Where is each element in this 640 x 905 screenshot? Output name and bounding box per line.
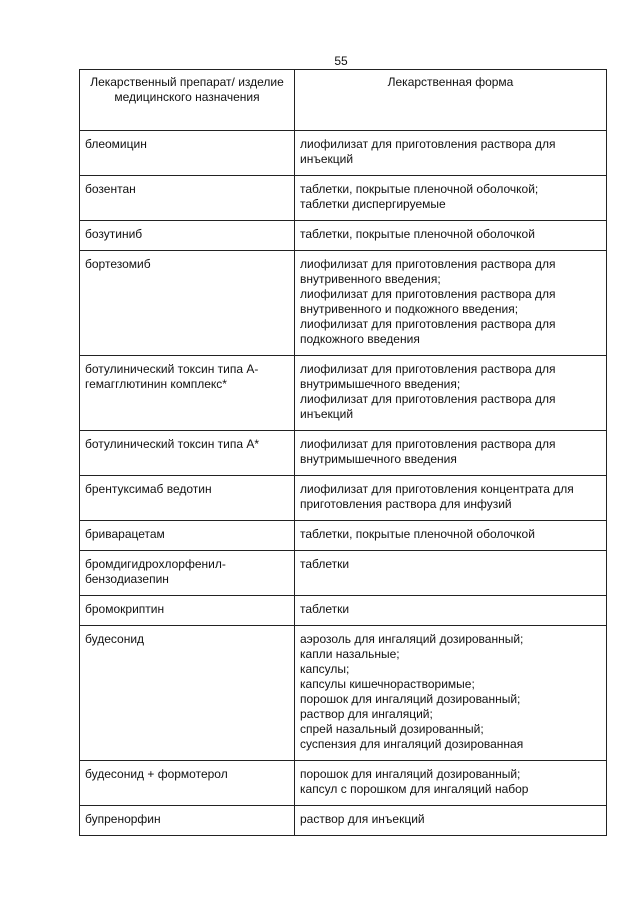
dosage-form-line: таблетки, покрытые пленочной оболочкой; <box>300 182 539 196</box>
page-number: 55 <box>334 54 348 68</box>
table-row <box>80 761 607 806</box>
table-row <box>80 551 607 596</box>
dosage-form-cell <box>295 626 607 761</box>
dosage-form-line: раствор для инъекций <box>300 812 425 826</box>
dosage-form-line: таблетки, покрытые пленочной оболочкой <box>300 527 535 541</box>
drug-name-cell: бозентан <box>80 176 295 221</box>
dosage-form-cell <box>295 131 607 176</box>
dosage-form-line: лиофилизат для приготовления раствора для внутривенного введения; <box>300 257 556 286</box>
dosage-form-cell <box>295 431 607 476</box>
table-row <box>80 356 607 431</box>
dosage-form-cell <box>295 806 607 836</box>
drug-name-cell: бозутиниб <box>80 221 295 251</box>
drug-name-cell: бупренорфин <box>80 806 295 836</box>
table-row <box>80 251 607 356</box>
drug-name-cell: блеомицин <box>80 131 295 176</box>
dosage-form-line: лиофилизат для приготовления раствора для инъекций <box>300 392 556 421</box>
table-row <box>80 131 607 176</box>
drug-name-cell: ботулинический токсин типа А* <box>80 431 295 476</box>
dosage-form-line: таблетки диспергируемые <box>300 197 446 211</box>
dosage-form-line: лиофилизат для приготовления концентрата для приготовления раствора для инфузий <box>300 482 574 511</box>
dosage-form-line: лиофилизат для приготовления раствора для инъекций <box>300 137 556 166</box>
dosage-form-line: порошок для ингаляций дозированный; <box>300 692 521 706</box>
table-row <box>80 476 607 521</box>
header-form: Лекарственная форма <box>295 70 607 131</box>
dosage-form-cell <box>295 521 607 551</box>
dosage-form-line: капсулы; <box>300 662 350 676</box>
dosage-form-cell <box>295 476 607 521</box>
table-row <box>80 431 607 476</box>
header-drug: Лекарственный препарат/ изделие медицинского назначения <box>80 70 295 131</box>
drug-name-cell: бриварацетам <box>80 521 295 551</box>
table-row <box>80 176 607 221</box>
table-row <box>80 806 607 836</box>
dosage-form-line: спрей назальный дозированный; <box>300 722 484 736</box>
dosage-form-line: раствор для ингаляций; <box>300 707 433 721</box>
drug-name-cell: бромдигидрохлорфенил-бензодиазепин <box>80 551 295 596</box>
drug-name-cell: брентуксимаб ведотин <box>80 476 295 521</box>
drug-name-cell: ботулинический токсин типа А-гемагглютинин комплекс* <box>80 356 295 431</box>
dosage-form-line: таблетки <box>300 557 350 571</box>
dosage-form-line: порошок для ингаляций дозированный; <box>300 767 521 781</box>
dosage-form-line: лиофилизат для приготовления раствора для внутривенного и подкожного введения; <box>300 287 556 316</box>
table-header-row <box>80 70 607 131</box>
table-row <box>80 221 607 251</box>
table-row <box>80 626 607 761</box>
dosage-form-line: таблетки <box>300 602 350 616</box>
dosage-form-line: капсул с порошком для ингаляций набор <box>300 782 529 796</box>
dosage-form-cell <box>295 221 607 251</box>
dosage-form-line: лиофилизат для приготовления раствора для внутримышечного введения; <box>300 362 556 391</box>
table-row <box>80 596 607 626</box>
drug-name-cell: бортезомиб <box>80 251 295 356</box>
dosage-form-line: капсулы кишечнорастворимые; <box>300 677 475 691</box>
dosage-form-cell <box>295 251 607 356</box>
dosage-form-cell <box>295 356 607 431</box>
drug-name-cell: будесонид + формотерол <box>80 761 295 806</box>
dosage-form-line: суспензия для ингаляций дозированная <box>300 737 524 751</box>
drug-name-cell: будесонид <box>80 626 295 761</box>
drug-table <box>79 69 607 836</box>
dosage-form-line: капли назальные; <box>300 647 400 661</box>
drug-name-cell: бромокриптин <box>80 596 295 626</box>
dosage-form-line: лиофилизат для приготовления раствора для подкожного введения <box>300 317 556 346</box>
dosage-form-cell <box>295 551 607 596</box>
dosage-form-cell <box>295 761 607 806</box>
dosage-form-line: лиофилизат для приготовления раствора для внутримышечного введения <box>300 437 556 466</box>
dosage-form-line: таблетки, покрытые пленочной оболочкой <box>300 227 535 241</box>
dosage-form-cell <box>295 176 607 221</box>
dosage-form-line: аэрозоль для ингаляций дозированный; <box>300 632 524 646</box>
dosage-form-cell <box>295 596 607 626</box>
table-row <box>80 521 607 551</box>
